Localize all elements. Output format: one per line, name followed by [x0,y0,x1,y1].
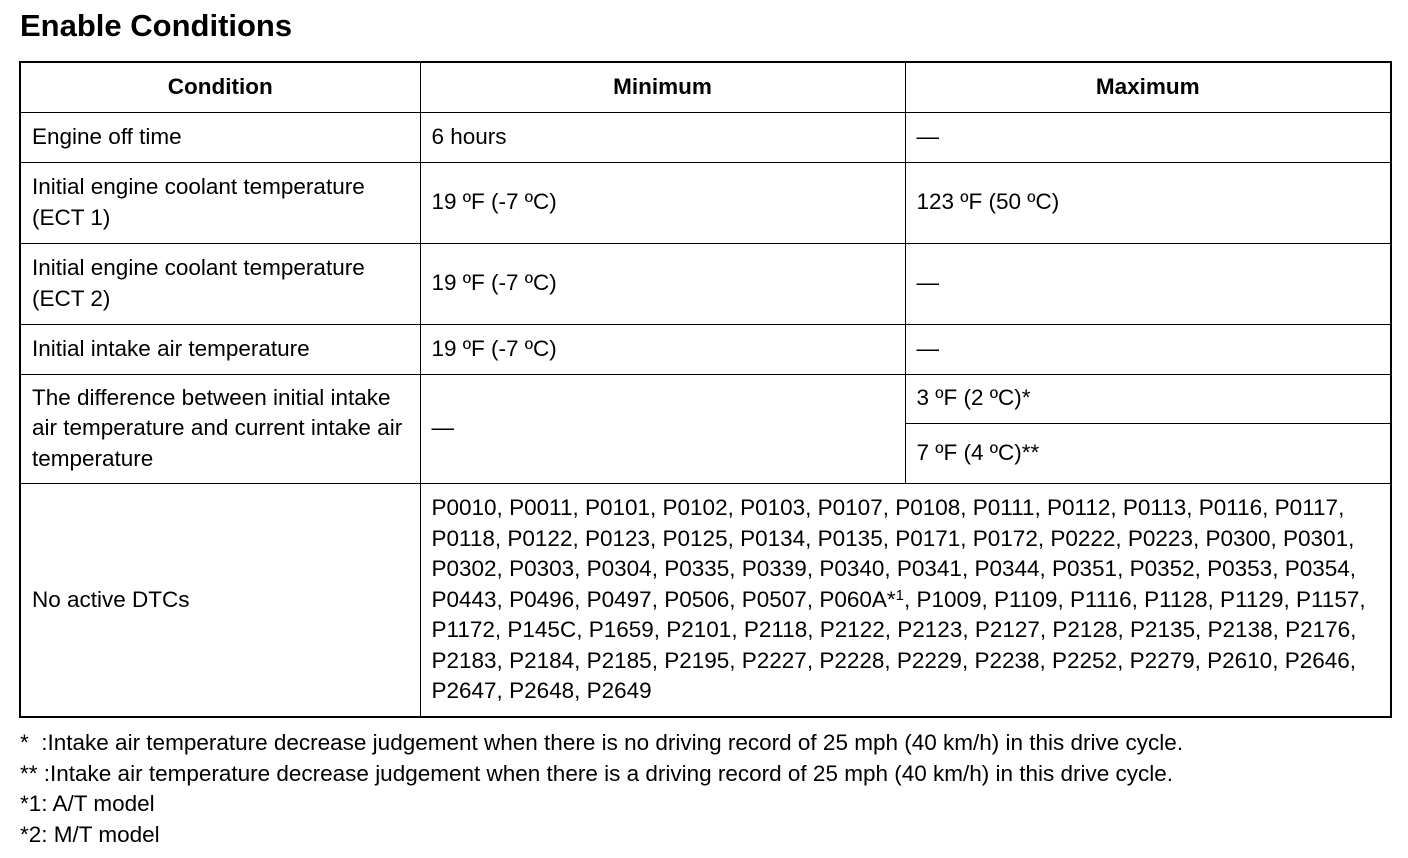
condition-cell: Initial intake air temperature [20,324,420,374]
minimum-cell: 6 hours [420,112,905,162]
maximum-cell: — [905,324,1391,374]
maximum-cell: — [905,243,1391,324]
enable-conditions-table [19,61,1392,718]
header-condition: Condition [20,62,420,112]
minimum-cell: — [420,374,905,483]
table-header-row [20,62,1391,112]
dtc-list-part1: P0010, P0011, P0101, P0102, P0103, P0107, P0108, P0111, P0112, P0113, P0116, P0117, P0118, P0122, P0123, P0125, P0134, P0135, P0171, P0172, P0222, P0223, P0300, P0301, P0302, P0303, P0304, P0335, P0339, P0340, P0341, P0344, P0351, P0352, P0353, P0354, P0443, P0496, P0497, P0506, P0507, P060A* [431,495,1357,612]
table-row [20,483,1391,717]
minimum-cell: 19 ºF (-7 ºC) [420,243,905,324]
page-title: Enable Conditions [20,8,293,43]
footnote: *2: M/T model [20,821,160,847]
dtc-list-cell [420,483,1391,717]
maximum-cell: 123 ºF (50 ºC) [905,162,1391,243]
table-row [20,243,1391,324]
table-row [20,162,1391,243]
maximum-cell: 3 ºF (2 ºC)* [905,374,1391,423]
minimum-cell: 19 ºF (-7 ºC) [420,324,905,374]
minimum-cell: 19 ºF (-7 ºC) [420,162,905,243]
condition-cell: The difference between initial intake air temperature and current intake air temperature [20,374,420,483]
footnotes [20,728,1183,850]
condition-cell: Initial engine coolant temperature (ECT 2) [20,243,420,324]
dtc-footnote-marker: 1 [895,586,904,604]
header-minimum: Minimum [420,62,905,112]
footnote: ** :Intake air temperature decrease judgement when there is a driving record of 25 mph (40 km/h) in this drive cycle. [20,760,1174,786]
table-row [20,112,1391,162]
header-maximum: Maximum [905,62,1391,112]
condition-cell: Initial engine coolant temperature (ECT 1) [20,162,420,243]
condition-cell: No active DTCs [20,483,420,717]
maximum-cell: — [905,112,1391,162]
condition-cell: Engine off time [20,112,420,162]
footnote: * :Intake air temperature decrease judgement when there is no driving record of 25 mph (40 km/h) in this drive cycle. [20,730,1184,755]
footnote: *1: A/T model [20,791,155,816]
maximum-cell: 7 ºF (4 ºC)** [905,423,1391,483]
table-row [20,324,1391,374]
table-row [20,374,1391,423]
dtc-list-part2: , P1009, P1109, P1116, P1128, P1129, P1157, P1172, P145C, P1659, P2101, P2118, P2122, P2123, P2127, P2128, P2135, P2138, P2176, P2183, P2184, P2185, P2195, P2227, P2228, P2229, P2238, P2252, P2279, P2610, P2646, P2647, P2648, P2649 [431,586,1366,703]
